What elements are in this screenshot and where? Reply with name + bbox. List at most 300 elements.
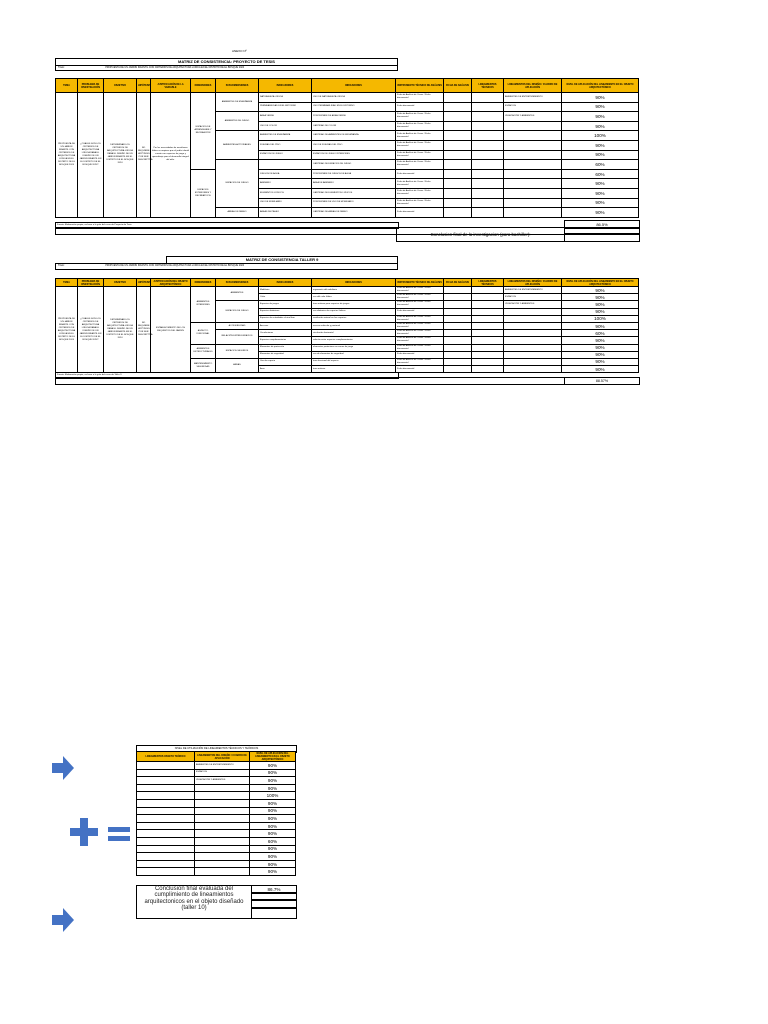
indicator-cell: Elementos de seguridad bbox=[259, 351, 312, 358]
lineamiento-cell bbox=[195, 792, 250, 800]
lineamiento-tecnico-cell bbox=[472, 308, 504, 315]
lineamiento-teorico-cell bbox=[137, 822, 195, 830]
dimension-cell: ESPACIOS DE APRENDIZAJE Y RECREACIÓN bbox=[191, 93, 216, 170]
lineamiento-cell bbox=[504, 366, 562, 373]
table-row bbox=[137, 799, 296, 807]
column-header: PROBLEMA DE INVESTIGACIÓN bbox=[78, 279, 104, 287]
dimension-cell: MANTENIMIENTO SEGURIDAD bbox=[191, 358, 216, 372]
lineamiento-tecnico-cell bbox=[472, 160, 504, 170]
matrix2-subtitle-label: Título: bbox=[58, 264, 65, 267]
instrument-cell: Ficha de Análisis de Casos / Ficha documental bbox=[396, 112, 444, 122]
instrument-cell: Ficha documental bbox=[396, 208, 444, 218]
ficha-cell bbox=[444, 344, 472, 351]
subdimension-cell: RELACIÓN ENTRE ESPACIOS bbox=[216, 330, 259, 344]
annex-label: ANEXO Nº bbox=[232, 49, 247, 53]
ficha-cell bbox=[444, 208, 472, 218]
percentage-cell: 90% bbox=[562, 308, 639, 315]
tema-cell: PROPUESTA DE UN JARDÍN INFANTIL CON CRITERIOS DE ARQUITECTURA LÚDICA EN EL DISTRITO DE EL BOSQUE 2024 bbox=[56, 287, 78, 373]
percentage-cell: 90% bbox=[562, 188, 639, 198]
matrix3-total-empty-3 bbox=[251, 907, 297, 919]
percentage-cell: 60% bbox=[562, 330, 639, 337]
indicator-cell bbox=[259, 160, 312, 170]
indicator-detail-cell: ventilación natural en los espacios bbox=[312, 315, 396, 322]
ficha-cell bbox=[444, 169, 472, 179]
ficha-cell bbox=[444, 140, 472, 150]
lineamiento-cell bbox=[195, 807, 250, 815]
indicator-cell: PERMEABILIDAD EN EL ENTORNO bbox=[259, 102, 312, 112]
lineamiento-cell bbox=[504, 160, 562, 170]
indicator-detail-cell: área mínima bbox=[312, 366, 396, 373]
matrix1-total: 86.5% bbox=[564, 220, 640, 229]
subdimension-cell: AMBIENTES DE JUEGO bbox=[216, 112, 259, 131]
column-header: JUSTIFICACIÓN DEL OBJETO ARQUITECTÓNICO bbox=[151, 279, 191, 287]
table-row bbox=[56, 93, 639, 103]
lineamiento-cell bbox=[504, 188, 562, 198]
lineamiento-cell bbox=[504, 208, 562, 218]
percentage-cell: 90% bbox=[250, 777, 296, 785]
column-header: LINEAMIENTOS TÉCNICOS bbox=[472, 279, 504, 287]
lineamiento-cell bbox=[195, 853, 250, 861]
lineamiento-cell bbox=[195, 868, 250, 876]
matrix1-subtitle bbox=[55, 65, 398, 71]
matrix2-subtitle bbox=[55, 263, 398, 270]
problema-cell: ¿CUÁLES SON LOS CRITERIOS DE ARQUITECTURA LÚDICA PARA EL DISEÑO DE UN JARDÍN INFANTIL EN EL DISTRITO DE EL BOSQUE 2024? bbox=[78, 93, 104, 218]
table-row bbox=[137, 868, 296, 876]
matrix1-conclusion: Conclusion final de la investigacion (para bachiller): bbox=[396, 227, 565, 242]
justificacion-cell: ESTABLECIMIENTO DE LOS REQUISITOS DEL JARDÍN bbox=[151, 287, 191, 373]
equals-icon bbox=[108, 827, 130, 841]
matrix2-empty-row bbox=[55, 377, 565, 385]
ficha-cell bbox=[444, 102, 472, 112]
percentage-cell: 90% bbox=[562, 140, 639, 150]
lineamiento-teorico-cell bbox=[137, 830, 195, 838]
ficha-cell bbox=[444, 93, 472, 103]
percentage-cell: 60% bbox=[562, 160, 639, 170]
percentage-cell: 90% bbox=[250, 845, 296, 853]
indicator-cell: Mobiliario bbox=[259, 287, 312, 294]
instrument-cell: Ficha de Análisis de Casos / Ficha documental bbox=[396, 358, 444, 365]
indicator-cell: Elementos de protección bbox=[259, 344, 312, 351]
ficha-cell bbox=[444, 198, 472, 208]
instrument-cell: Ficha de Análisis de Casos / Ficha documental bbox=[396, 188, 444, 198]
percentage-cell: 60% bbox=[250, 837, 296, 845]
indicator-detail-cell: CANTIDAD DE ESPACIOS DE JUEGO bbox=[312, 160, 396, 170]
matrix3-table bbox=[136, 751, 296, 876]
lineamiento-tecnico-cell bbox=[472, 188, 504, 198]
percentage-cell: 90% bbox=[562, 93, 639, 103]
ficha-cell bbox=[444, 315, 472, 322]
instrument-cell: Ficha de Análisis de Casos / Ficha documental bbox=[396, 301, 444, 308]
column-header: LINEAMIENTOS DEL DISEÑO / CUADRO DE APLICACIÓN bbox=[504, 279, 562, 287]
column-header: INDICADORES bbox=[312, 279, 396, 287]
indicator-detail-cell: elementos protectores en zonas de juego bbox=[312, 344, 396, 351]
ficha-cell bbox=[444, 308, 472, 315]
percentage-cell: 90% bbox=[562, 208, 639, 218]
lineamiento-tecnico-cell bbox=[472, 93, 504, 103]
matrix1-subtitle-text: PROPUESTA DE UN JARDÍN INFANTIL CON CRITERIOS DE ARQUITECTURA LÚDICA EN EL DISTRITO DE EL BOSQUE 2024 bbox=[105, 66, 245, 69]
lineamiento-tecnico-cell bbox=[472, 150, 504, 160]
indicator-detail-cell: PORCENTAJE DE ÁREA VERDE bbox=[312, 112, 396, 122]
lineamiento-cell: ESPACIOS bbox=[504, 102, 562, 112]
percentage-cell: 90% bbox=[250, 762, 296, 770]
indicator-detail-cell: USO DE FIGURAS DEL PISO bbox=[312, 140, 396, 150]
indicator-cell: AMBIENTES DE ENSEÑANZA bbox=[259, 131, 312, 141]
instrument-cell: Ficha de Análisis de Casos / Ficha documental bbox=[396, 150, 444, 160]
lineamiento-cell bbox=[504, 121, 562, 131]
indicator-cell: Espacios de actividades al aire libre bbox=[259, 315, 312, 322]
percentage-cell: 90% bbox=[562, 112, 639, 122]
lineamiento-cell bbox=[504, 315, 562, 322]
lineamiento-tecnico-cell bbox=[472, 301, 504, 308]
ficha-cell bbox=[444, 330, 472, 337]
column-header: NIVEL DE APLICACIÓN DEL LINEAMIENTO EN EL OBJETO ARQUITECTÓNICO bbox=[562, 279, 639, 287]
column-header: INSTRUMENTO TÉCNICO DE ANÁLISIS bbox=[396, 279, 444, 287]
table-row bbox=[137, 815, 296, 823]
lineamiento-cell bbox=[504, 308, 562, 315]
percentage-cell: 90% bbox=[562, 102, 639, 112]
indicator-cell: USO DE COLOR bbox=[259, 121, 312, 131]
percentage-cell: 60% bbox=[562, 169, 639, 179]
lineamiento-tecnico-cell bbox=[472, 366, 504, 373]
lineamiento-cell bbox=[504, 150, 562, 160]
objetivo-cell: DETERMINAR LOS CRITERIOS DE ARQUITECTURA LÚDICA PARA EL DISEÑO DE UN JARDÍN INFANTIL EN EL DISTRITO DE EL BOSQUE 2024 bbox=[104, 93, 137, 218]
instrument-cell: Ficha documental bbox=[396, 308, 444, 315]
lineamiento-teorico-cell bbox=[137, 784, 195, 792]
percentage-cell: 90% bbox=[562, 287, 639, 294]
percentage-cell: 90% bbox=[562, 150, 639, 160]
percentage-cell: 90% bbox=[250, 769, 296, 777]
lineamiento-cell bbox=[195, 799, 250, 807]
lineamiento-cell bbox=[504, 330, 562, 337]
table-row bbox=[137, 777, 296, 785]
ficha-cell bbox=[444, 358, 472, 365]
indicator-detail-cell: PORCENTAJE DE USO DE MOBILIARIO bbox=[312, 198, 396, 208]
percentage-cell: 90% bbox=[250, 784, 296, 792]
matrix2-footnote: Fuente: Elaboración propia, en base a la guía del curso de Taller 9 bbox=[55, 372, 399, 379]
instrument-cell: Ficha de Análisis de Casos / Ficha documental bbox=[396, 198, 444, 208]
instrument-cell: Ficha de Análisis de Casos / Ficha documental bbox=[396, 160, 444, 170]
lineamiento-teorico-cell bbox=[137, 815, 195, 823]
lineamiento-teorico-cell bbox=[137, 853, 195, 861]
ficha-cell bbox=[444, 322, 472, 329]
indicator-detail-cell: CANTIDAD DE AMBIENTES DE ENSEÑANZA bbox=[312, 131, 396, 141]
subdimension-cell: AMBIENTES DE ENSEÑANZA bbox=[216, 93, 259, 112]
ficha-cell bbox=[444, 121, 472, 131]
indicator-detail-cell: PORCENTAJE DE JUEGOS DE AGUA bbox=[312, 169, 396, 179]
indicator-detail-cell: CANTIDAD DE ELEMENTOS LÚDICOS bbox=[312, 188, 396, 198]
instrument-cell: Ficha de Análisis de Casos / Ficha documental bbox=[396, 140, 444, 150]
lineamiento-tecnico-cell bbox=[472, 294, 504, 301]
lineamiento-cell bbox=[504, 337, 562, 344]
percentage-cell: 90% bbox=[562, 179, 639, 189]
column-header: LINEAMIENTOS TÉCNICOS bbox=[472, 79, 504, 93]
ficha-cell bbox=[444, 150, 472, 160]
lineamiento-cell: VEGETACIÓN Y AMBIENTES bbox=[504, 301, 562, 308]
ficha-cell bbox=[444, 131, 472, 141]
indicator-detail-cell: área mínima para espacios de juegos bbox=[312, 301, 396, 308]
column-header: DIMENSIONES bbox=[191, 79, 216, 93]
ficha-cell bbox=[444, 112, 472, 122]
objetivo-cell: DETERMINAR LOS CRITERIOS DE ARQUITECTURA LÚDICA PARA EL DISEÑO DE UN JARDÍN INFANTIL EN EL DISTRITO DE EL BOSQUE 2024 bbox=[104, 287, 137, 373]
lineamiento-cell bbox=[195, 860, 250, 868]
indicator-detail-cell: relación entre espacios complementarios bbox=[312, 337, 396, 344]
ficha-cell bbox=[444, 337, 472, 344]
lineamiento-teorico-cell bbox=[137, 860, 195, 868]
lineamiento-teorico-cell bbox=[137, 868, 195, 876]
percentage-cell: 100% bbox=[562, 131, 639, 141]
matrix2-table bbox=[55, 278, 639, 373]
table-row bbox=[137, 822, 296, 830]
matrix2-total: 88.57% bbox=[564, 377, 640, 385]
indicator-detail-cell: uso de elementos de seguridad bbox=[312, 351, 396, 358]
ficha-cell bbox=[444, 179, 472, 189]
lineamiento-cell: AMBIENTES DE ENTRETENIMIENTO bbox=[504, 93, 562, 103]
indicator-cell: JUEGOS DE AGUA bbox=[259, 169, 312, 179]
dimension-cell: AMBIENTES ESTRUCTURALES bbox=[191, 344, 216, 358]
lineamiento-tecnico-cell bbox=[472, 179, 504, 189]
percentage-cell: 90% bbox=[250, 853, 296, 861]
justificacion-cell: Por las necesidades de enseñanza lúdica se requiere que el jardín infantil cuente con espacios de juego y aprendizaje para el desarrollo integral del niño. bbox=[151, 93, 191, 218]
lineamiento-teorico-cell bbox=[137, 792, 195, 800]
lineamiento-cell bbox=[195, 815, 250, 823]
column-header: INDICADORES bbox=[259, 79, 312, 93]
hipotesis-cell: NO REQUIERE HIPÓTESIS POR SER DESCRIPTIVA bbox=[137, 287, 151, 373]
column-header: DIMENSIONES bbox=[191, 279, 216, 287]
hipotesis-cell: NO REQUIERE HIPÓTESIS POR SER DESCRIPTIVA bbox=[137, 93, 151, 218]
lineamiento-cell: AMBIENTES DE ENTRETENIMIENTO bbox=[504, 287, 562, 294]
indicator-detail-cell: uso dinámico de espacios lúdicos bbox=[312, 308, 396, 315]
lineamiento-teorico-cell bbox=[137, 807, 195, 815]
arrow-right-icon bbox=[52, 756, 74, 780]
column-header: LINEAMIENTOS DEL DISEÑO / CUADRO DE APLICACIÓN bbox=[195, 752, 250, 762]
percentage-cell: 90% bbox=[250, 807, 296, 815]
instrument-cell: Ficha de Análisis de Casos / Ficha documental bbox=[396, 315, 444, 322]
table-row bbox=[137, 837, 296, 845]
indicator-detail-cell: CANTIDAD DE COLOR bbox=[312, 121, 396, 131]
lineamiento-teorico-cell bbox=[137, 845, 195, 853]
indicator-cell: Uso de espacio bbox=[259, 358, 312, 365]
percentage-cell: 100% bbox=[562, 315, 639, 322]
percentage-cell: 90% bbox=[250, 868, 296, 876]
ficha-cell bbox=[444, 160, 472, 170]
column-header: OBJETIVO bbox=[104, 79, 137, 93]
lineamiento-cell: AMBIENTES DE ENTRETENIMIENTO bbox=[195, 762, 250, 770]
instrument-cell: Ficha de Análisis de Casos / Ficha documental bbox=[396, 179, 444, 189]
indicator-cell: ÁREA VERDE bbox=[259, 112, 312, 122]
lineamiento-tecnico-cell bbox=[472, 198, 504, 208]
percentage-cell: 90% bbox=[250, 860, 296, 868]
lineamiento-cell bbox=[504, 169, 562, 179]
lineamiento-cell bbox=[504, 322, 562, 329]
instrument-cell: Ficha documental bbox=[396, 169, 444, 179]
lineamiento-cell bbox=[195, 845, 250, 853]
column-header: OBJETIVO bbox=[104, 279, 137, 287]
subdimension-cell: ACCESIBILIDAD bbox=[216, 322, 259, 329]
lineamiento-cell bbox=[195, 837, 250, 845]
table-row bbox=[137, 853, 296, 861]
lineamiento-teorico-cell bbox=[137, 799, 195, 807]
indicator-cell: Espacios de juegos bbox=[259, 301, 312, 308]
lineamiento-tecnico-cell bbox=[472, 315, 504, 322]
percentage-cell: 90% bbox=[562, 294, 639, 301]
lineamiento-tecnico-cell bbox=[472, 112, 504, 122]
lineamiento-tecnico-cell bbox=[472, 121, 504, 131]
indicator-cell: ESPACIOS DE JUEGO bbox=[259, 150, 312, 160]
subdimension-cell: ÁREAS bbox=[216, 358, 259, 372]
percentage-cell: 90% bbox=[250, 822, 296, 830]
matrix1-subtitle-label: Título: bbox=[58, 66, 65, 69]
indicator-detail-cell: circulación horizontal bbox=[312, 330, 396, 337]
column-header: FICHA DE ANÁLISIS bbox=[444, 279, 472, 287]
lineamiento-tecnico-cell bbox=[472, 169, 504, 179]
ficha-cell bbox=[444, 366, 472, 373]
indicator-detail-cell: USO PERMEABILIDAD EN EL ENTORNO bbox=[312, 102, 396, 112]
column-header: TEMA bbox=[56, 279, 78, 287]
indicator-detail-cell: ESPACIOS DE JUEGO INTERIORES bbox=[312, 150, 396, 160]
lineamiento-cell bbox=[195, 784, 250, 792]
ficha-cell bbox=[444, 188, 472, 198]
column-header: LINEAMIENTOS OBJETO TEÓRICO bbox=[137, 752, 195, 762]
lineamiento-cell bbox=[195, 822, 250, 830]
indicator-detail-cell: ergonomía del mobiliario bbox=[312, 287, 396, 294]
subdimension-cell: ESPACIOS DE JUEGO bbox=[216, 160, 259, 208]
ficha-cell bbox=[444, 351, 472, 358]
problema-cell: ¿CUÁLES SON LOS CRITERIOS DE ARQUITECTURA LÚDICA PARA EL DISEÑO DE UN JARDÍN INFANTIL EN EL DISTRITO DE EL BOSQUE 2024? bbox=[78, 287, 104, 373]
instrument-cell: Ficha de Análisis de Casos / Ficha documental bbox=[396, 294, 444, 301]
column-header: LINEAMIENTOS DEL DISEÑO / CUADRO DE APLICACIÓN bbox=[504, 79, 562, 93]
column-header: HIPÓTESIS bbox=[137, 79, 151, 93]
lineamiento-teorico-cell bbox=[137, 837, 195, 845]
lineamiento-tecnico-cell bbox=[472, 102, 504, 112]
lineamiento-cell bbox=[504, 198, 562, 208]
instrument-cell: Ficha de Análisis de Casos / Ficha documental bbox=[396, 131, 444, 141]
indicator-detail-cell: ÁREA DE ARENERO bbox=[312, 179, 396, 189]
column-header: NIVEL DE APLICACIÓN DEL LINEAMIENTO EN EL OBJETO ARQUITECTÓNICO bbox=[562, 79, 639, 93]
lineamiento-tecnico-cell bbox=[472, 337, 504, 344]
lineamiento-cell bbox=[504, 131, 562, 141]
percentage-cell: 90% bbox=[562, 121, 639, 131]
subdimension-cell: ESPACIOS DE JUEGO bbox=[216, 301, 259, 323]
matrix1-footnote: Fuente: Elaboración propia, en base a la guía del curso de Proyecto de Tesis bbox=[55, 222, 399, 229]
percentage-cell: 90% bbox=[562, 301, 639, 308]
indicator-cell: Espacios complementarios bbox=[259, 337, 312, 344]
indicator-detail-cell: área funcional del espacio bbox=[312, 358, 396, 365]
tema-cell: PROPUESTA DE UN JARDÍN INFANTIL CON CRITERIOS DE ARQUITECTURA LÚDICA EN EL DISTRITO DE EL BOSQUE 2024 bbox=[56, 93, 78, 218]
subdimension-cell: AMBIENTES ACTIVIDADES bbox=[216, 131, 259, 160]
dimension-cell: AMBIENTES INTERIORES bbox=[191, 287, 216, 323]
table-row bbox=[137, 807, 296, 815]
table-row bbox=[137, 792, 296, 800]
percentage-cell: 90% bbox=[562, 337, 639, 344]
column-header: JUSTIFICACIÓN DE LA VARIABLE bbox=[151, 79, 191, 93]
subdimension-cell: AMBIENTES bbox=[216, 287, 259, 301]
subdimension-cell: ÁREAS DE PASEO bbox=[216, 208, 259, 218]
instrument-cell: Ficha documental bbox=[396, 351, 444, 358]
matrix3-total: 86.7% bbox=[251, 885, 297, 894]
percentage-cell: 90% bbox=[250, 799, 296, 807]
lineamiento-tecnico-cell bbox=[472, 358, 504, 365]
lineamiento-tecnico-cell bbox=[472, 330, 504, 337]
indicator-detail-cell: uso del color lúdico bbox=[312, 294, 396, 301]
lineamiento-cell bbox=[195, 830, 250, 838]
indicator-cell: USO DE MOBILIARIO bbox=[259, 198, 312, 208]
table-row bbox=[56, 287, 639, 294]
table-row bbox=[137, 784, 296, 792]
lineamiento-teorico-cell bbox=[137, 762, 195, 770]
instrument-cell: Ficha de Análisis de Casos / Ficha documental bbox=[396, 121, 444, 131]
instrument-cell: Ficha de Análisis de Casos / Ficha documental bbox=[396, 287, 444, 294]
percentage-cell: 90% bbox=[562, 198, 639, 208]
indicator-cell: ÁREAS DE PASEO bbox=[259, 208, 312, 218]
column-header: INDICADORES bbox=[259, 279, 312, 287]
ficha-cell bbox=[444, 301, 472, 308]
indicator-cell: Área bbox=[259, 366, 312, 373]
table-row bbox=[137, 769, 296, 777]
table-row bbox=[137, 860, 296, 868]
column-header: NIVEL DE APLICACIÓN DEL LINEAMIENTO EN EL OBJETO ARQUITECTÓNICO bbox=[250, 752, 296, 762]
arrow-right-icon bbox=[52, 908, 74, 932]
instrument-cell: Ficha documental bbox=[396, 366, 444, 373]
indicator-cell: ARENERO bbox=[259, 179, 312, 189]
instrument-cell: Ficha de Análisis de Casos / Ficha documental bbox=[396, 322, 444, 329]
column-header: INSTRUMENTO TÉCNICO DE ANÁLISIS bbox=[396, 79, 444, 93]
indicator-cell: ELEMENTOS LÚDICOS bbox=[259, 188, 312, 198]
table-row bbox=[137, 762, 296, 770]
percentage-cell: 90% bbox=[562, 358, 639, 365]
percentage-cell: 90% bbox=[562, 351, 639, 358]
column-header: PROBLEMA DE INVESTIGACIÓN bbox=[78, 79, 104, 93]
lineamiento-tecnico-cell bbox=[472, 208, 504, 218]
lineamiento-cell bbox=[504, 351, 562, 358]
lineamiento-cell: VEGETACIÓN Y AMBIENTES bbox=[195, 777, 250, 785]
matrix2-subtitle-text: PROPUESTA DE UN JARDÍN INFANTIL CON CRITERIOS DE ARQUITECTURA LÚDICA EN EL DISTRITO DE EL BOSQUE 2024 bbox=[105, 264, 245, 267]
percentage-cell: 90% bbox=[562, 366, 639, 373]
lineamiento-cell bbox=[504, 140, 562, 150]
ficha-cell bbox=[444, 287, 472, 294]
instrument-cell: Ficha de Análisis de Casos / Ficha documental bbox=[396, 93, 444, 103]
column-header: FICHA DE ANÁLISIS bbox=[444, 79, 472, 93]
lineamiento-cell: ESPACIOS bbox=[504, 294, 562, 301]
ficha-cell bbox=[444, 294, 472, 301]
lineamiento-tecnico-cell bbox=[472, 322, 504, 329]
matrix1-conclusion-value bbox=[564, 233, 640, 242]
column-header: SUB-DIMENSIONES bbox=[216, 279, 259, 287]
dimension-cell: ESPACIOS EXTERIORES Y RECREATIVOS bbox=[191, 169, 216, 217]
table-row bbox=[137, 845, 296, 853]
indicator-cell: NATURALEZA LÚDICA bbox=[259, 93, 312, 103]
percentage-cell: 100% bbox=[250, 792, 296, 800]
indicator-detail-cell: CANTIDAD DE ÁREAS DE PASEO bbox=[312, 208, 396, 218]
indicator-cell: Circulaciones bbox=[259, 330, 312, 337]
instrument-cell: Ficha de Análisis de Casos / Ficha documental bbox=[396, 344, 444, 351]
subdimension-cell: ESPACIOS SEGUROS bbox=[216, 344, 259, 358]
indicator-cell: FIGURAS DEL PISO bbox=[259, 140, 312, 150]
column-header: HIPÓTESIS bbox=[137, 279, 151, 287]
indicator-cell: Color bbox=[259, 294, 312, 301]
matrix3-title: NIVEL DE UTILIZACIÓN DE LINEAMIENTOS TÉCNICOS Y TEÓRICOS bbox=[136, 745, 297, 753]
lineamiento-tecnico-cell bbox=[472, 287, 504, 294]
column-header: SUB-DIMENSIONES bbox=[216, 79, 259, 93]
indicator-cell: Espacios dinámicos bbox=[259, 308, 312, 315]
lineamiento-cell bbox=[504, 344, 562, 351]
lineamiento-teorico-cell bbox=[137, 769, 195, 777]
instrument-cell: Ficha de Análisis de Casos / Ficha documental bbox=[396, 337, 444, 344]
dimension-cell: ASPECTO FUNCIONAL bbox=[191, 322, 216, 344]
lineamiento-teorico-cell bbox=[137, 777, 195, 785]
lineamiento-cell: VEGETACIÓN Y AMBIENTES bbox=[504, 112, 562, 122]
matrix1-title: MATRIZ DE CONSISTENCIA: PROYECTO DE TESIS bbox=[55, 58, 398, 66]
percentage-cell: 90% bbox=[250, 830, 296, 838]
